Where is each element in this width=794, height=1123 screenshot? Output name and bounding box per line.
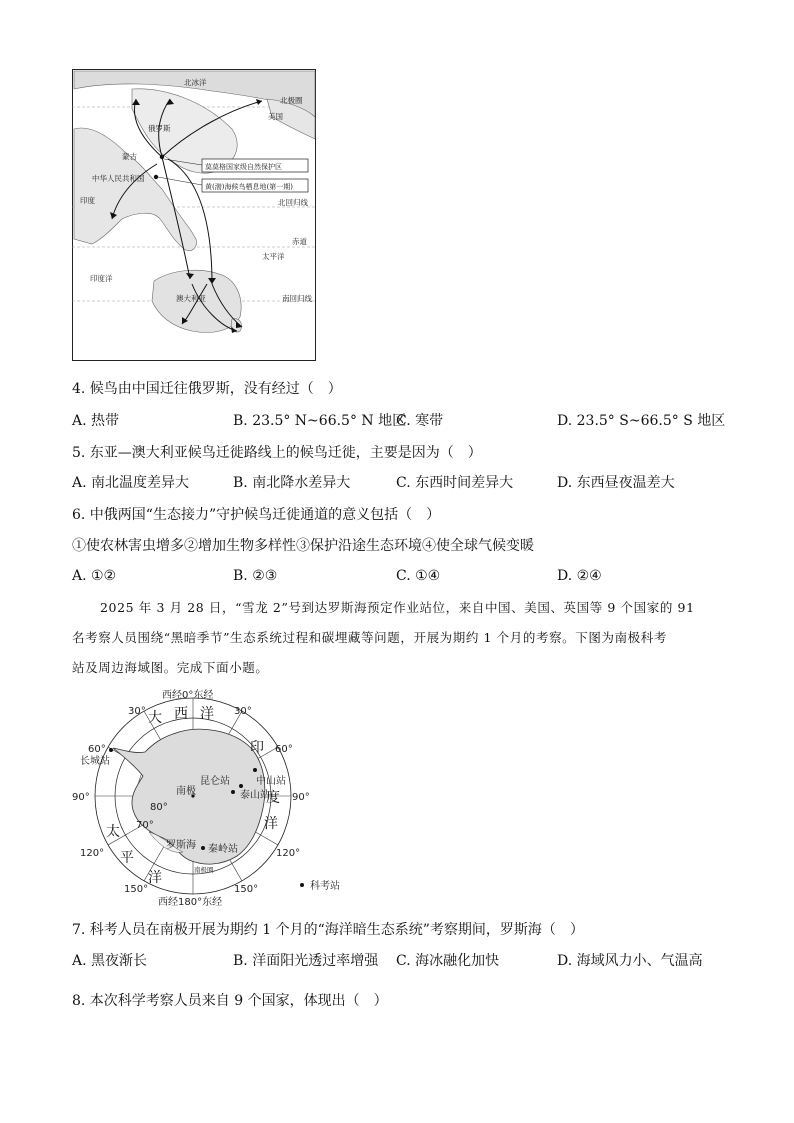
label-ocean-ind-2: 度 xyxy=(266,790,280,806)
label-pacific: 太平洋 xyxy=(262,252,285,261)
passage-line-3: 站及周边海域图。完成下面小题。 xyxy=(72,660,269,675)
label-lon60l: 60° xyxy=(88,744,106,755)
label-usa: 美国 xyxy=(268,112,283,121)
label-lon150l: 150° xyxy=(124,884,149,895)
label-ocean-ind-1: 印 xyxy=(250,740,264,756)
label-australia: 澳大利亚 xyxy=(176,294,206,303)
bird-migration-map xyxy=(72,69,318,363)
question-6-items: ①使农林害虫增多②增加生物多样性③保护沿途生态环境④使全球气候变暖 xyxy=(72,538,534,554)
q6-option-d[interactable]: D. ②④ xyxy=(557,568,602,584)
label-ocean-ind-3: 洋 xyxy=(264,816,278,832)
q5-option-d[interactable]: D. 东西昼夜温差大 xyxy=(557,475,675,491)
label-equator: 赤道 xyxy=(292,237,307,246)
q5-option-c[interactable]: C. 东西时间差异大 xyxy=(396,475,514,491)
label-lon90l: 90° xyxy=(72,792,90,803)
passage-line-2: 名考察人员围绕“黑暗季节”生态系统过程和碳埋藏等问题，开展为期约 1 个月的考察。下图为南极科考 xyxy=(72,630,667,645)
label-north-pole: 北极圈 xyxy=(280,96,303,105)
q7-option-b[interactable]: B. 洋面阳光透过率增强 xyxy=(233,953,379,969)
label-arctic: 北冰洋 xyxy=(184,78,207,87)
label-ocean-pac-3: 洋 xyxy=(148,870,162,886)
label-lon30r: 30° xyxy=(234,706,252,717)
label-ocean-pac-2: 平 xyxy=(120,850,134,866)
q7-option-d[interactable]: D. 海域风力小、气温高 xyxy=(557,953,703,969)
label-lon30l: 30° xyxy=(128,706,146,717)
label-lat80: 80° xyxy=(150,802,168,813)
label-bottom: 西经180°东经 xyxy=(158,897,223,908)
label-lat70: 70° xyxy=(136,820,154,831)
passage-line-1: 2025 年 3 月 28 日，“雪龙 2”号到达罗斯海预定作业站位，来自中国、美国、英国等 9 个国家的 91 xyxy=(100,600,695,615)
legend-station: 科考站 xyxy=(310,881,340,892)
question-4-stem: 4. 候鸟由中国迁往俄罗斯，没有经过（ ） xyxy=(72,381,342,397)
q7-option-a[interactable]: A. 黑夜渐长 xyxy=(72,953,148,969)
label-ross-ice: 南极圈 xyxy=(194,866,214,874)
label-ross-sea: 罗斯海 xyxy=(166,840,196,851)
label-ocean-atl-3: 洋 xyxy=(200,706,214,722)
question-5-stem: 5. 东亚—澳大利亚候鸟迁徙路线上的候鸟迁徙，主要是因为（ ） xyxy=(72,445,482,461)
q4-option-d[interactable]: D. 23.5° S~66.5° S 地区 xyxy=(557,413,726,429)
q4-option-c[interactable]: C. 寒带 xyxy=(396,413,444,429)
q6-option-c[interactable]: C. ①④ xyxy=(396,568,441,584)
label-south-pole: 南极 xyxy=(176,786,196,797)
label-china: 中华人民共和国 xyxy=(92,174,145,183)
label-top: 西经0°东经 xyxy=(162,690,214,701)
label-indian-ocean: 印度洋 xyxy=(90,274,113,283)
label-ocean-pac-1: 太 xyxy=(106,824,120,840)
q6-option-a[interactable]: A. ①② xyxy=(72,568,117,584)
label-changcheng: 长城站 xyxy=(80,756,110,767)
q4-option-b[interactable]: B. 23.5° N~66.5° N 地区 xyxy=(233,413,407,429)
q6-option-b[interactable]: B. ②③ xyxy=(233,568,278,584)
label-zhongshan: 中山站 xyxy=(256,776,286,787)
label-ocean-atl-1: 大 xyxy=(148,710,162,726)
label-mongolia: 蒙古 xyxy=(122,152,137,161)
label-lon90r: 90° xyxy=(292,792,310,803)
question-7-stem: 7. 科考人员在南极开展为期约 1 个月的“海洋暗生态系统”考察期间，罗斯海（ ） xyxy=(72,922,584,938)
label-lon120r: 120° xyxy=(276,848,301,859)
q4-option-a[interactable]: A. 热带 xyxy=(72,413,120,429)
label-ocean-atl-2: 西 xyxy=(174,706,188,722)
q7-option-c[interactable]: C. 海冰融化加快 xyxy=(396,953,500,969)
label-tropic-capricorn: 南回归线 xyxy=(282,294,312,303)
label-kunlun: 昆仑站 xyxy=(200,776,230,787)
label-russia: 俄罗斯 xyxy=(148,124,171,133)
q5-option-a[interactable]: A. 南北温度差异大 xyxy=(72,475,190,491)
q5-option-b[interactable]: B. 南北降水差异大 xyxy=(233,475,351,491)
antarctica-map xyxy=(70,686,350,908)
question-6-stem: 6. 中俄两国“生态接力”守护候鸟迁徙通道的意义包括（ ） xyxy=(72,507,441,523)
label-india: 印度 xyxy=(80,196,95,205)
label-yellow-sea: 黄(渤)海候鸟栖息地(第一期) xyxy=(205,183,293,191)
label-lon120l: 120° xyxy=(80,848,105,859)
question-8-stem: 8. 本次科学考察人员来自 9 个国家，体现出（ ） xyxy=(72,993,388,1009)
label-taishan: 泰山站 xyxy=(240,790,270,801)
label-tropic-cancer: 北回归线 xyxy=(278,198,308,207)
label-lon60r: 60° xyxy=(275,744,293,755)
label-mohe: 莫莫格国家级自然保护区 xyxy=(205,163,282,171)
label-qinling: 秦岭站 xyxy=(208,844,238,855)
label-lon150r: 150° xyxy=(234,884,259,895)
